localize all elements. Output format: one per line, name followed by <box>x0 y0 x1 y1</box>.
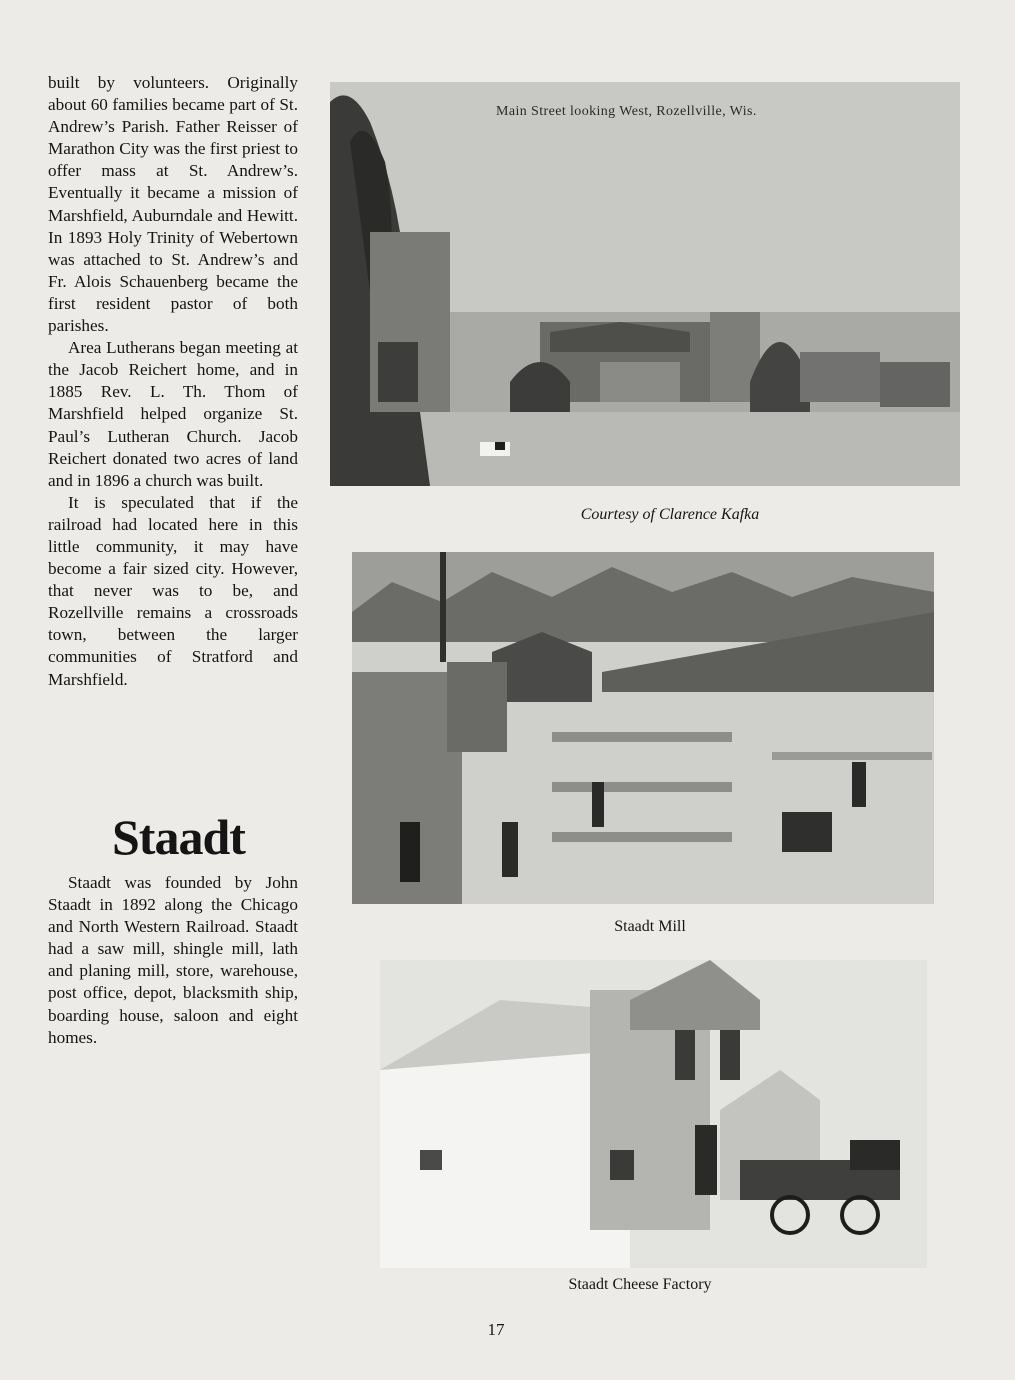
staadt-mill-caption: Staadt Mill <box>614 918 686 935</box>
left-column-text <box>48 72 298 691</box>
paragraph-parish: built by volunteers. Originally about 60 families became part of St. Andrew’s Parish. Father Reisser of Marathon City was the first priest to offer mass at St. Andrew’s. Eventually it became a mission of Marshfield, Auburndale and Hewitt. In 1893 Holy Trinity of Webertown was attached to St. Andrew’s and Fr. Alois Schauenberg became the first resident pastor of both parishes. <box>48 73 298 336</box>
main-street-caption: Courtesy of Clarence Kafka <box>580 506 760 523</box>
staadt-column-text <box>48 872 298 1049</box>
main-street-photo <box>330 82 960 486</box>
staadt-mill-photo <box>352 552 934 904</box>
cheese-factory-caption: Staadt Cheese Factory <box>568 1276 712 1293</box>
paragraph-staadt: Staadt was founded by John Staadt in 1892 along the Chicago and North Western Railroad. Staadt had a saw mill, shingle mill, lath and planing mill, store, warehouse, post office, depot, blacksmith ship, boarding house, saloon and eight homes. <box>48 873 298 1047</box>
paragraph-lutherans: Area Lutherans began meeting at the Jacob Reichert home, and in 1885 Rev. L. Th. Thom of Marshfield helped organize St. Paul’s Lutheran Church. Jacob Reichert donated two acres of land and in 1896 a church was built. <box>48 338 298 490</box>
main-street-overlay-text: Main Street looking West, Rozellville, Wis. <box>496 104 757 119</box>
paragraph-railroad: It is speculated that if the railroad had located here in this little community, it may have become a fair sized city. However, that never was to be, and Rozellville remains a crossroads town, between the larger communities of Stratford and Marshfield. <box>48 492 298 689</box>
staadt-heading: Staadt <box>112 809 245 865</box>
cheese-factory-photo <box>380 960 927 1268</box>
page-number: 17 <box>487 1320 505 1339</box>
